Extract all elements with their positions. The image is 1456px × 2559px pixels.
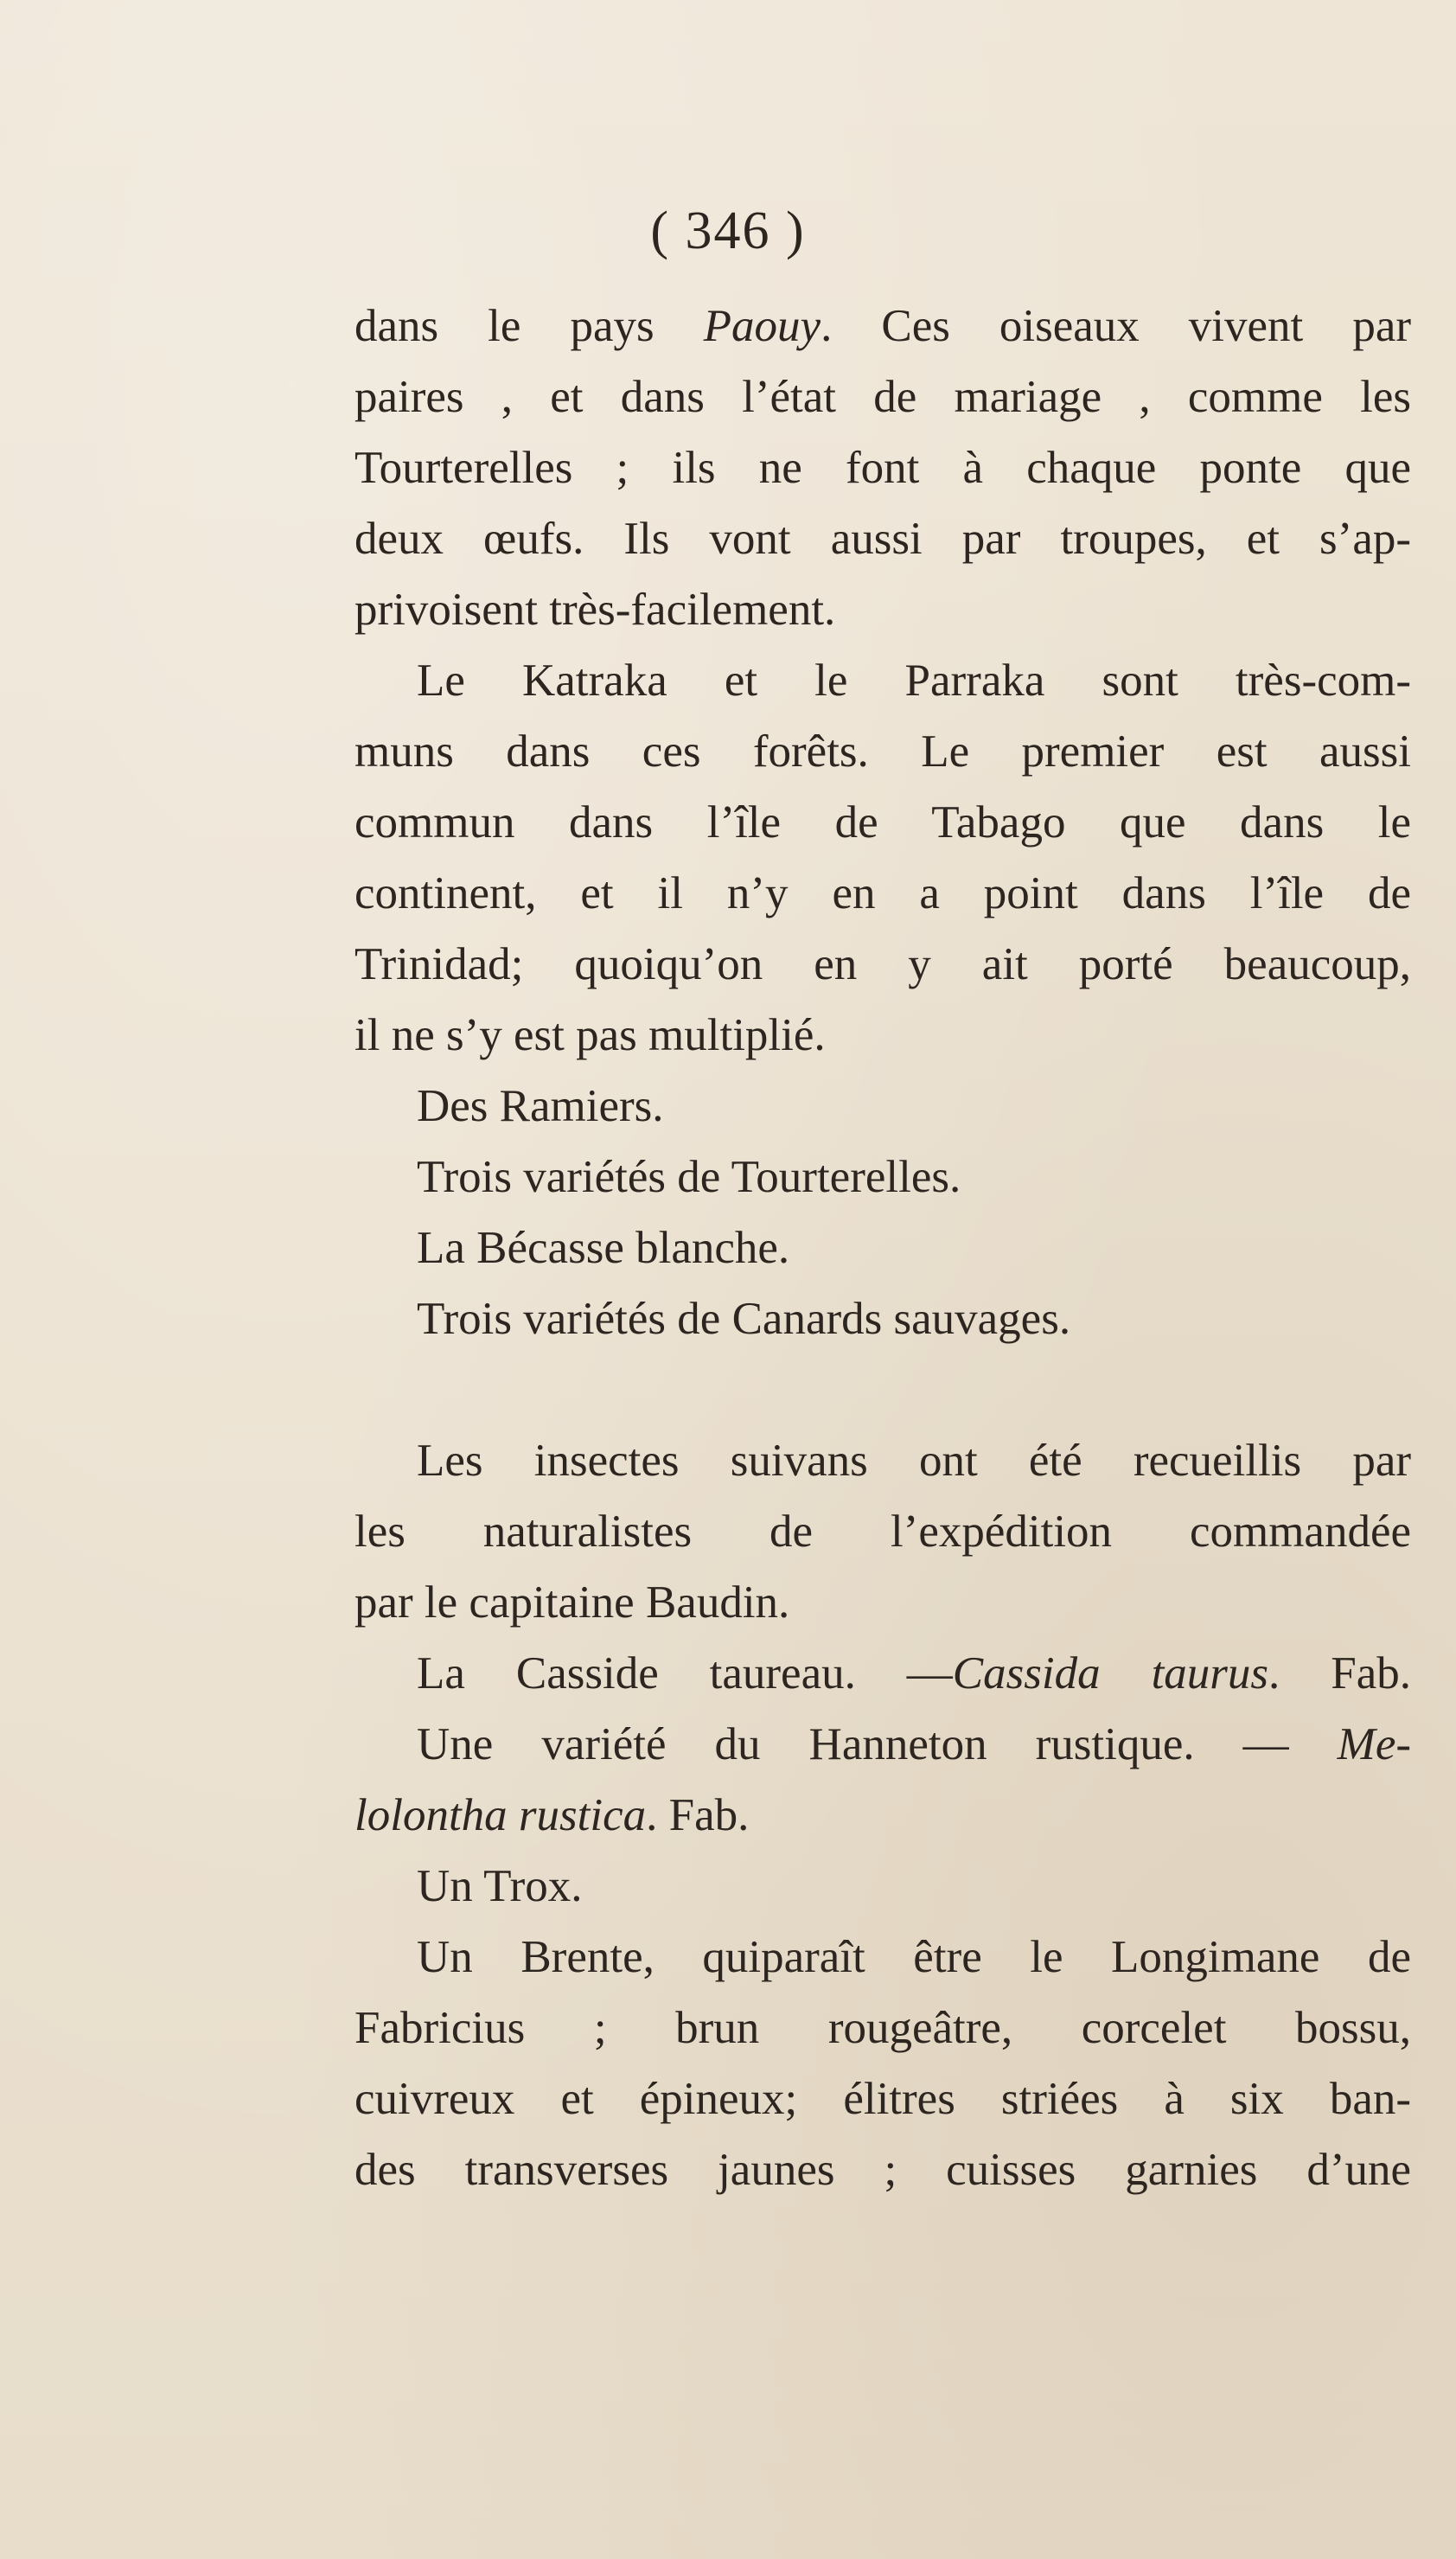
- text-line: [354, 291, 1411, 361]
- list-item: Trois variétés de Tourterelles.: [417, 1152, 961, 1202]
- text-segment: . Ces oiseaux vivent par: [821, 301, 1411, 351]
- list-item: La Bécasse blanche.: [417, 1223, 790, 1273]
- text-line: Un Brente, quiparaît être le Longimane de: [417, 1932, 1411, 1982]
- text-line: Fabricius ; brun rougeâtre, corcelet bossu,: [354, 2003, 1411, 2053]
- italic-term: Cassida taurus: [952, 1648, 1269, 1699]
- text-line: cuivreux et épineux; élitres striées à six ban-: [354, 2074, 1411, 2124]
- list-item: Des Ramiers.: [417, 1081, 664, 1131]
- text-line: commun dans l’île de Tabago que dans le: [354, 797, 1411, 848]
- text-line: muns dans ces forêts. Le premier est aussi: [354, 726, 1411, 777]
- text-line: les naturalistes de l’expédition commandée: [354, 1507, 1411, 1557]
- text-line: paires , et dans l’état de mariage , comme les: [354, 372, 1411, 422]
- body-text: [354, 291, 1411, 2205]
- text-line: il ne s’y est pas multiplié.: [354, 1010, 826, 1060]
- text-line: [354, 1780, 1411, 1851]
- paragraph-gap: [354, 1354, 1411, 1425]
- text-line: [354, 1709, 1411, 1780]
- text-segment: dans le pays: [354, 301, 704, 351]
- text-line: [354, 1638, 1411, 1709]
- text-line: privoisent très-facilement.: [354, 585, 836, 635]
- italic-term: Paouy: [703, 301, 821, 351]
- text-line: Trinidad; quoiqu’on en y ait porté beaucoup,: [354, 939, 1411, 989]
- text-line: Les insectes suivans ont été recueillis par: [417, 1436, 1411, 1486]
- text-line: par le capitaine Baudin.: [354, 1577, 790, 1628]
- text-line: Tourterelles ; ils ne font à chaque ponte que: [354, 443, 1411, 493]
- page-number: ( 346 ): [650, 202, 806, 260]
- text-line: deux œufs. Ils vont aussi par troupes, et s’ap-: [354, 514, 1411, 564]
- italic-term: Me-: [1337, 1719, 1411, 1769]
- text-line: Le Katraka et le Parraka sont très-com-: [417, 656, 1411, 706]
- text-segment: Une variété du Hanneton rustique. —: [417, 1719, 1338, 1769]
- text-line: continent, et il n’y en a point dans l’île de: [354, 868, 1411, 918]
- text-segment: La Casside taureau. —: [417, 1648, 953, 1699]
- list-item: Un Trox.: [417, 1861, 583, 1911]
- text-line: des transverses jaunes ; cuisses garnies d’une: [354, 2145, 1411, 2195]
- text-segment: . Fab.: [646, 1790, 750, 1840]
- list-item: Trois variétés de Canards sauvages.: [417, 1294, 1071, 1344]
- text-segment: . Fab.: [1268, 1648, 1411, 1699]
- italic-term: lolontha rustica: [354, 1790, 647, 1840]
